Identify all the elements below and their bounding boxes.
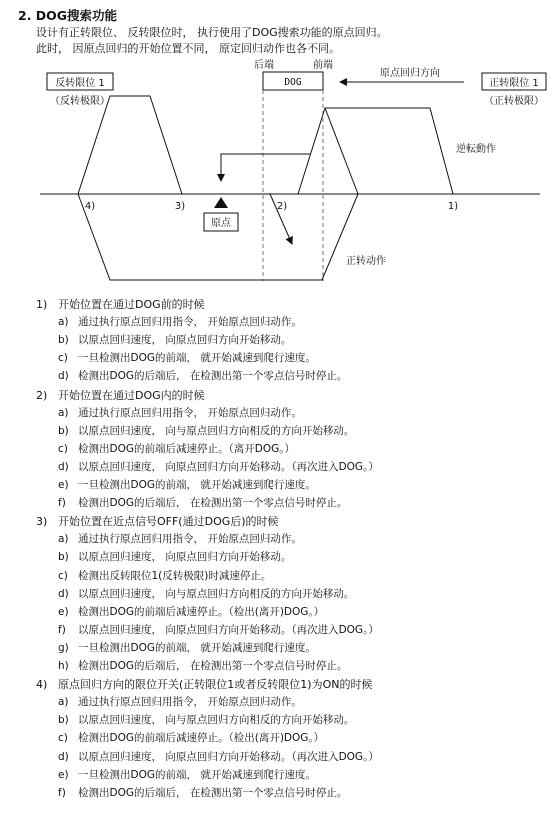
list-item-text: 以原点回归速度， 向与原点回归方向相反的方向开始移动。: [78, 714, 355, 727]
list-item: [58, 730, 324, 745]
forward-limit-sub: （正转极限）: [484, 96, 544, 107]
reverse-limit-sub: （反转极限）: [50, 96, 110, 107]
forward-limit-label: 正转限位 1: [489, 78, 539, 89]
point-2-label: 2): [276, 201, 288, 212]
list-item: [58, 405, 302, 420]
list-item: [58, 749, 379, 764]
list-item-label: a): [58, 316, 69, 329]
list-item-label: c): [58, 569, 68, 582]
list-item: [58, 459, 379, 474]
list-item-text: 检测出DOG的前端后减速停止。（检出(离开)DOG。）: [78, 732, 325, 745]
origin-triangle: [214, 197, 228, 208]
list-item-label: b): [58, 424, 69, 437]
list-item-text: 检测出DOG的后端后， 在检测出第一个零点信号时停止。: [78, 660, 348, 672]
section-3-heading: [36, 513, 279, 529]
reverse-motion-label: 逆転動作: [456, 144, 496, 155]
list-item-text: 检测出DOG的后端后， 在检测出第一个零点信号时停止。: [78, 370, 348, 383]
intro-line-2: 此时， 因原点回归的开始位置不同， 原定回归动作也各不同。: [36, 42, 340, 55]
intro-line-1: 设计有正转限位、 反转限位时， 执行使用了DOG搜索功能的原点回归。: [36, 26, 388, 39]
list-item: [58, 767, 316, 782]
section-number: 3): [36, 515, 48, 529]
list-item-text: 通过执行原点回归用指令， 开始原点回归动作。: [78, 533, 302, 546]
list-item-label: a): [58, 406, 69, 419]
section-title: 原点回归方向的限位开关(正转限位1或者反转限位1)为ON的时候: [58, 678, 373, 692]
point-4-label: 4): [84, 201, 96, 212]
list-item-label: d): [58, 370, 69, 383]
front-end-label: 前端: [313, 60, 333, 71]
section-title: 开始位置在近点信号OFF(通过DOG后)的时候: [58, 515, 279, 529]
list-item-text: 检测出DOG的前端后减速停止。（离开DOG。）: [78, 442, 295, 455]
rear-end-label: 后端: [254, 60, 274, 71]
list-item-label: d): [58, 460, 69, 473]
list-item-label: b): [58, 334, 69, 347]
list-item-label: c): [58, 732, 68, 745]
section-title: 开始位置在通过DOG内的时候: [58, 388, 205, 402]
section-title: 2. DOG搜索功能: [18, 8, 118, 23]
list-item-text: 以原点回归速度， 向原点回归方向开始移动。（再次进入DOG。）: [78, 460, 379, 473]
list-item-label: b): [58, 551, 69, 564]
list-item-text: 通过执行原点回归用指令， 开始原点回归动作。: [78, 696, 302, 709]
list-item-text: 检测出反转限位1(反转极限)时减速停止。: [78, 569, 272, 582]
list-item-label: g): [58, 641, 69, 654]
list-item: [58, 368, 347, 383]
section-number: 1): [36, 298, 48, 311]
origin-label: 原点: [211, 218, 231, 229]
reverse-motion-path: [298, 108, 453, 194]
list-item: [58, 658, 347, 673]
list-item-label: c): [58, 442, 68, 455]
list-item-label: d): [58, 587, 69, 600]
list-item-label: d): [58, 750, 69, 763]
list-item: [58, 640, 316, 655]
reverse-limit-trapezoid: [78, 96, 182, 194]
list-item: [58, 568, 271, 583]
list-item-text: 一旦检测出DOG的前端， 就开始减速到爬行速度。: [78, 352, 316, 365]
list-item-text: 检测出DOG的后端后， 在检测出第一个零点信号时停止。: [78, 786, 348, 799]
list-item: [58, 785, 347, 800]
list-item-label: e): [58, 605, 69, 618]
list-item-text: 以原点回归速度， 向原点回归方向开始移动。（再次进入DOG。）: [78, 750, 379, 763]
list-item-label: e): [58, 768, 69, 781]
list-item-label: b): [58, 714, 69, 727]
reverse-limit-label: 反转限位 1: [55, 78, 105, 89]
return-to-origin-arrow: [221, 154, 310, 181]
list-item-label: f): [58, 497, 66, 510]
list-item: [58, 495, 347, 510]
list-item: [58, 586, 354, 601]
return-direction-label: 原点回归方向: [380, 68, 440, 79]
section-title: 开始位置在通过DOG前的时候: [58, 298, 205, 311]
section-number: 2): [36, 388, 48, 402]
list-item: [58, 441, 295, 456]
section-2-heading: [36, 387, 205, 403]
list-item: [58, 314, 302, 329]
section-4-heading: [36, 676, 372, 692]
section-1-heading: [36, 296, 205, 312]
list-item: [58, 712, 354, 727]
list-item-label: e): [58, 479, 69, 491]
list-item-text: 检测出DOG的后端后， 在检测出第一个零点信号时停止。: [78, 497, 348, 510]
list-item-text: 一旦检测出DOG的前端， 就开始减速到爬行速度。: [78, 768, 316, 781]
list-item-text: 以原点回归速度， 向原点回归方向开始移动。: [78, 551, 292, 564]
list-item: [58, 622, 379, 637]
dog-search-diagram: [0, 56, 556, 292]
list-item: [58, 604, 324, 619]
dog-reenter-line: [322, 194, 358, 280]
list-item-text: 以原点回归速度， 向与原点回归方向相反的方向开始移动。: [78, 424, 355, 437]
point-1-label: 1): [447, 201, 459, 212]
list-item: [58, 477, 316, 492]
list-item-text: 以原点回归速度， 向与原点回归方向相反的方向开始移动。: [78, 587, 355, 600]
forward-motion-label: 正转动作: [346, 256, 386, 267]
list-item-label: f): [58, 786, 66, 799]
list-item-text: 通过执行原点回归用指令， 开始原点回归动作。: [78, 406, 302, 419]
list-item-text: 以原点回归速度， 向原点回归方向开始移动。（再次进入DOG。）: [78, 623, 379, 636]
list-item-label: a): [58, 696, 69, 709]
list-item: [58, 423, 354, 438]
dog-exit-line: [325, 108, 358, 194]
list-item-text: 一旦检测出DOG的前端， 就开始减速到爬行速度。: [78, 479, 316, 491]
dog-label: DOG: [284, 77, 302, 88]
list-item: [58, 350, 316, 365]
list-item-text: 检测出DOG的前端后减速停止。（检出(离开)DOG。）: [78, 605, 325, 618]
list-item-text: 一旦检测出DOG的前端， 就开始减速到爬行速度。: [78, 641, 316, 654]
point-3-label: 3): [174, 201, 186, 212]
list-item-label: c): [58, 352, 68, 365]
list-item: [58, 332, 291, 347]
list-item-label: a): [58, 533, 69, 546]
list-item: [58, 549, 291, 564]
list-item-text: 以原点回归速度， 向原点回归方向开始移动。: [78, 334, 292, 347]
list-item-label: f): [58, 623, 66, 636]
list-item-text: 通过执行原点回归用指令， 开始原点回归动作。: [78, 316, 302, 329]
list-item: [58, 694, 302, 709]
list-item-label: h): [58, 660, 69, 672]
section-number: 4): [36, 678, 48, 692]
list-item: [58, 531, 302, 546]
